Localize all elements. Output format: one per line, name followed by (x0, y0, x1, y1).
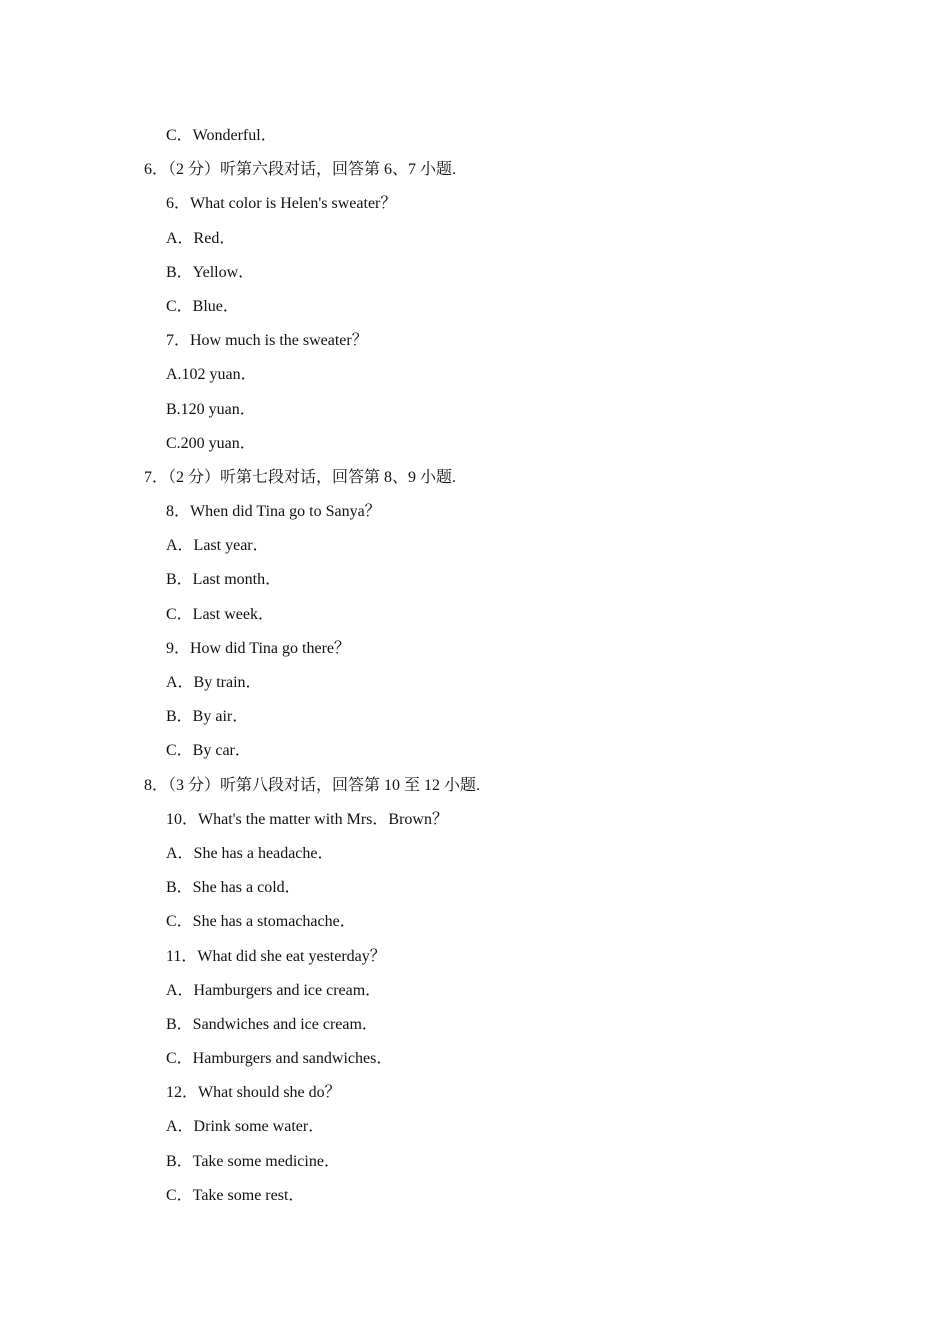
exam-page (0, 119, 950, 1213)
question-text: 11．What did she eat yesterday？ (166, 947, 386, 965)
answer-option: B．She has a cold． (166, 879, 301, 897)
answer-option: A．Last year． (166, 537, 269, 555)
answer-option: C．Hamburgers and sandwiches． (166, 1050, 393, 1068)
answer-option: A．Hamburgers and ice cream． (166, 981, 382, 999)
answer-option: C.200 yuan． (166, 434, 256, 452)
answer-option: B．By air． (166, 708, 249, 726)
answer-option: C．Last week． (166, 605, 274, 623)
question-text: 9．How did Tina go there？ (166, 639, 351, 657)
answer-option: A．She has a headache． (166, 844, 334, 862)
question-text: 12．What should she do？ (166, 1084, 341, 1102)
answer-option: C．Blue． (166, 297, 239, 315)
section-heading: 7．（2 分）听第七段对话，回答第 8、9 小题. (144, 468, 457, 486)
answer-option: A．Red． (166, 229, 236, 247)
answer-option: C．Take some rest． (166, 1186, 305, 1204)
answer-option: B．Sandwiches and ice cream． (166, 1015, 378, 1033)
answer-option: B.120 yuan． (166, 400, 256, 418)
section-heading: 6．（2 分）听第六段对话，回答第 6、7 小题. (144, 161, 457, 179)
answer-option: B．Last month． (166, 571, 282, 589)
section-heading: 8．（3 分）听第八段对话，回答第 10 至 12 小题. (144, 776, 481, 794)
answer-option: C．By car． (166, 742, 251, 760)
answer-option: A．Drink some water． (166, 1118, 325, 1136)
answer-option: C．She has a stomachache． (166, 913, 356, 931)
answer-option: A．By train． (166, 674, 262, 691)
answer-option: B．Take some medicine． (166, 1152, 340, 1170)
answer-option: C．Wonderful． (166, 127, 277, 144)
question-text: 10．What's the matter with Mrs．Brown？ (166, 810, 448, 828)
answer-option: B．Yellow． (166, 263, 255, 281)
question-text: 7．How much is the sweater？ (166, 332, 368, 350)
question-text: 8．When did Tina go to Sanya？ (166, 503, 381, 521)
answer-option: A.102 yuan． (166, 366, 257, 384)
question-text: 6．What color is Helen's sweater？ (166, 195, 397, 213)
